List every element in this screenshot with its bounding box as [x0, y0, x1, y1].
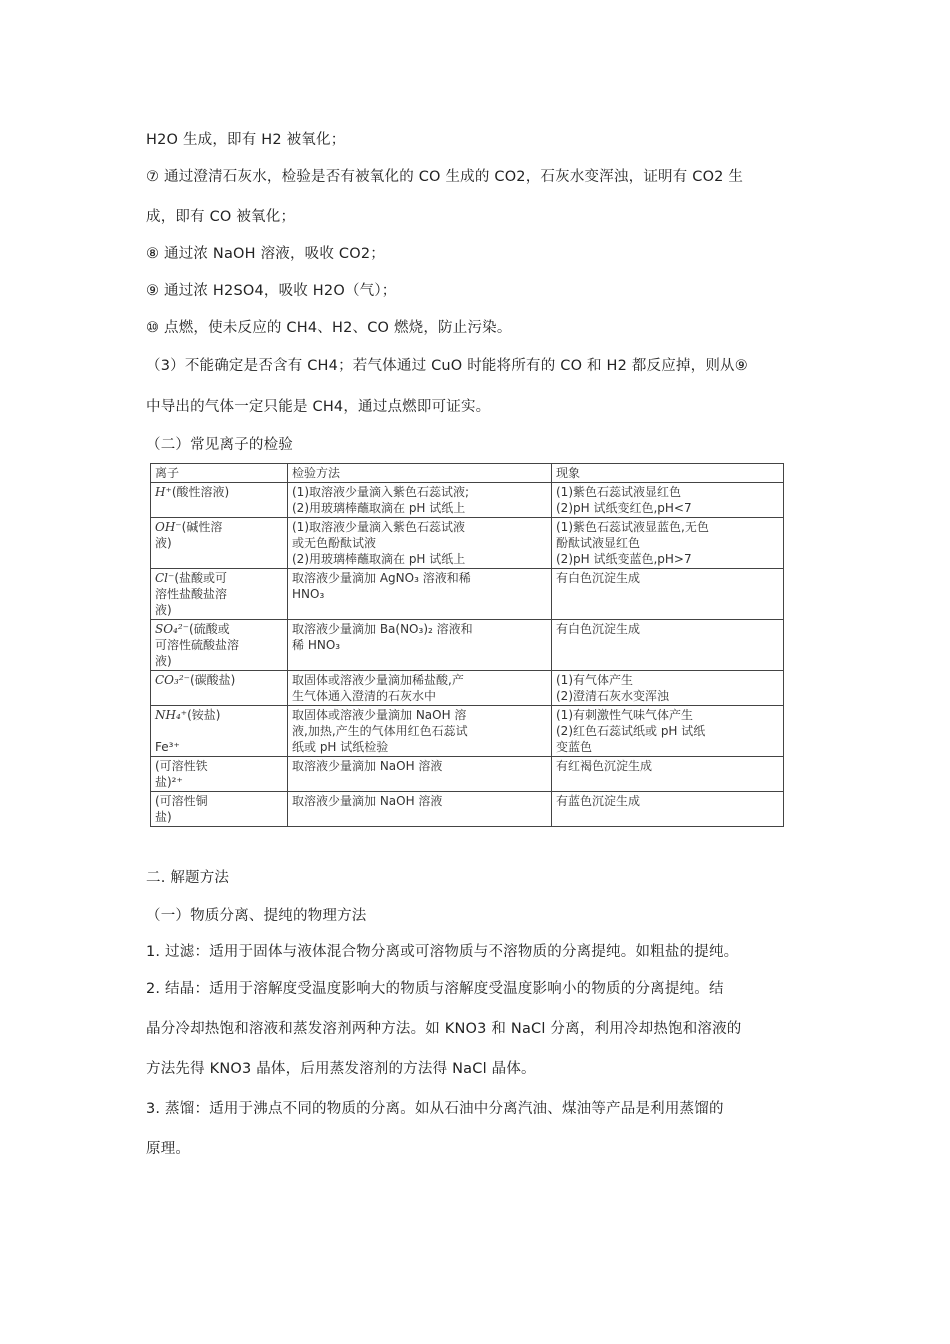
- table-row: [151, 483, 784, 518]
- paragraph-line: 3. 蒸馏：适用于沸点不同的物质的分离。如从石油中分离汽油、煤油等产品是利用蒸馏的: [146, 1101, 724, 1117]
- paragraph-line: H2O 生成，即有 H2 被氧化；: [146, 132, 346, 148]
- ion-cell: [151, 569, 288, 620]
- header-cell: 检验方法: [288, 464, 552, 483]
- ion-description: (硫酸或 可溶性硫酸盐溶 液): [155, 622, 240, 668]
- subsection-heading: （一）物质分离、提纯的物理方法: [146, 908, 367, 924]
- method-cell: 取溶液少量滴加 AgNO₃ 溶液和稀 HNO₃: [288, 569, 552, 620]
- result-cell: 有白色沉淀生成: [552, 569, 784, 620]
- ion-test-table: [150, 463, 784, 827]
- paragraph-line: 原理。: [146, 1141, 191, 1157]
- method-cell: 取固体或溶液少量滴加 NaOH 溶 液,加热,产生的气体用红色石蕊试 纸或 pH 试纸检验: [288, 706, 552, 757]
- ion-description: (酸性溶液): [171, 485, 230, 499]
- table-row: [151, 518, 784, 569]
- ion-description: (盐酸或可 溶性盐酸盐溶 液): [155, 571, 228, 617]
- paragraph-line: 成，即有 CO 被氧化；: [146, 209, 296, 225]
- ion-cell: [151, 671, 288, 706]
- result-cell: (1)紫色石蕊试液显蓝色,无色 酚酞试液显红色 (2)pH 试纸变蓝色,pH>7: [552, 518, 784, 569]
- paragraph-line: ⑨ 通过浓 H2SO4，吸收 H2O（气）；: [146, 283, 397, 299]
- ion-cell: [151, 792, 288, 827]
- ion-symbol: Cl⁻: [155, 571, 175, 585]
- result-cell: (1)有刺激性气味气体产生 (2)红色石蕊试纸或 pH 试纸 变蓝色: [552, 706, 784, 757]
- table-row: [151, 792, 784, 827]
- ion-cell: [151, 706, 288, 757]
- result-cell: (1)紫色石蕊试液显红色 (2)pH 试纸变红色,pH<7: [552, 483, 784, 518]
- ion-cell: [151, 483, 288, 518]
- result-cell: 有蓝色沉淀生成: [552, 792, 784, 827]
- table-body: [151, 483, 784, 827]
- ion-symbol: NH₄⁺: [155, 708, 188, 722]
- paragraph-line: 方法先得 KNO3 晶体，后用蒸发溶剂的方法得 NaCl 晶体。: [146, 1061, 536, 1077]
- ion-cell: [151, 620, 288, 671]
- ion-symbol: H⁺: [155, 485, 172, 499]
- paragraph-line: ⑦ 通过澄清石灰水，检验是否有被氧化的 CO 生成的 CO2，石灰水变浑浊，证明有 CO2 生: [146, 169, 744, 185]
- ion-description: (可溶性铁 盐)²⁺: [155, 759, 208, 789]
- paragraph-line: （3）不能确定是否含有 CH4；若气体通过 CuO 时能将所有的 CO 和 H2 都反应掉，则从⑨: [146, 358, 748, 374]
- result-cell: (1)有气体产生 (2)澄清石灰水变浑浊: [552, 671, 784, 706]
- paragraph-line: ⑧ 通过浓 NaOH 溶液，吸收 CO2；: [146, 246, 385, 262]
- result-cell: 有白色沉淀生成: [552, 620, 784, 671]
- table-row: [151, 757, 784, 792]
- method-cell: 取溶液少量滴加 Ba(NO₃)₂ 溶液和 稀 HNO₃: [288, 620, 552, 671]
- method-cell: (1)取溶液少量滴入紫色石蕊试液 或无色酚酞试液 (2)用玻璃棒蘸取滴在 pH 试纸上: [288, 518, 552, 569]
- paragraph-line: 中导出的气体一定只能是 CH4，通过点燃即可证实。: [146, 399, 491, 415]
- table-header-row: [151, 464, 784, 483]
- method-cell: 取溶液少量滴加 NaOH 溶液: [288, 792, 552, 827]
- header-cell: 现象: [552, 464, 784, 483]
- ion-symbol: CO₃²⁻: [155, 673, 190, 687]
- table-row: [151, 706, 784, 757]
- paragraph-line: 晶分冷却热饱和溶液和蒸发溶剂两种方法。如 KNO3 和 NaCl 分离，利用冷却热饱和溶液的: [146, 1021, 742, 1037]
- ion-description: (碱性溶 液): [155, 520, 223, 550]
- section-heading: 二. 解题方法: [146, 870, 230, 886]
- ion-cell: [151, 757, 288, 792]
- table-row: [151, 671, 784, 706]
- ion-description: (碳酸盐): [189, 673, 236, 687]
- result-cell: 有红褐色沉淀生成: [552, 757, 784, 792]
- ion-cell: [151, 518, 288, 569]
- method-cell: (1)取溶液少量滴入紫色石蕊试液; (2)用玻璃棒蘸取滴在 pH 试纸上: [288, 483, 552, 518]
- table-row: [151, 569, 784, 620]
- section-heading: （二）常见离子的检验: [146, 437, 293, 453]
- table-row: [151, 620, 784, 671]
- ion-symbol: OH⁻: [155, 520, 182, 534]
- paragraph-line: 1. 过滤：适用于固体与液体混合物分离或可溶物质与不溶物质的分离提纯。如粗盐的提纯。: [146, 944, 739, 960]
- ion-description: (铵盐) Fe³⁺: [155, 708, 221, 754]
- paragraph-line: ⑩ 点燃，使未反应的 CH4、H2、CO 燃烧，防止污染。: [146, 320, 512, 336]
- method-cell: 取固体或溶液少量滴加稀盐酸,产 生气体通入澄清的石灰水中: [288, 671, 552, 706]
- ion-description: (可溶性铜 盐): [155, 794, 208, 824]
- header-cell: 离子: [151, 464, 288, 483]
- ion-symbol: SO₄²⁻: [155, 622, 190, 636]
- paragraph-line: 2. 结晶：适用于溶解度受温度影响大的物质与溶解度受温度影响小的物质的分离提纯。结: [146, 981, 724, 997]
- method-cell: 取溶液少量滴加 NaOH 溶液: [288, 757, 552, 792]
